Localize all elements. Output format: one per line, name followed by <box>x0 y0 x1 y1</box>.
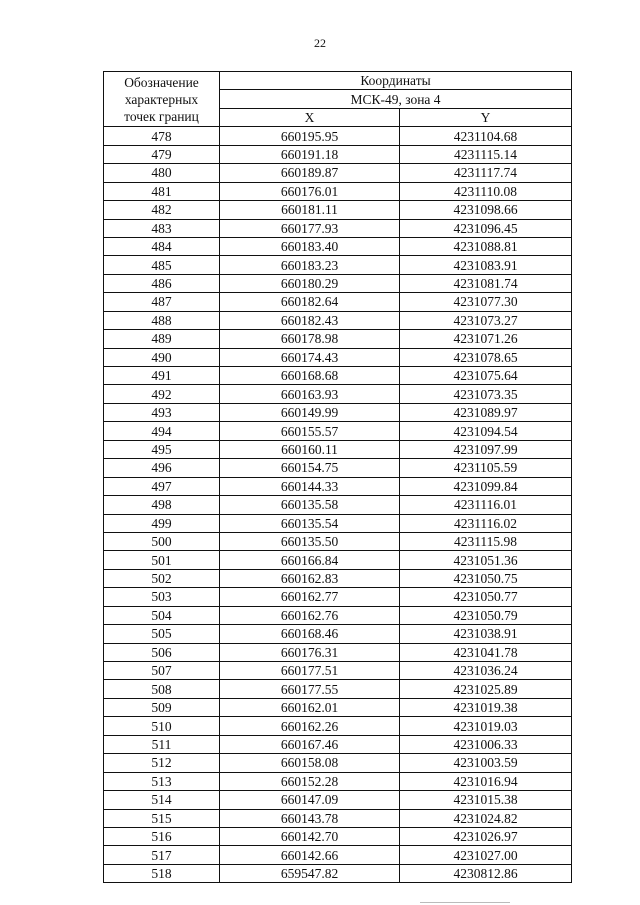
table-row <box>104 735 572 753</box>
y-column-header: Y <box>400 108 572 126</box>
point-id-cell: 488 <box>104 311 220 329</box>
y-coordinate-cell: 4231051.36 <box>400 551 572 569</box>
point-id-cell: 495 <box>104 440 220 458</box>
x-coordinate-cell: 660183.40 <box>220 237 400 255</box>
page-number: 22 <box>314 36 326 50</box>
y-coordinate-cell: 4231019.38 <box>400 698 572 716</box>
point-id-cell: 489 <box>104 330 220 348</box>
y-coordinate-cell: 4231094.54 <box>400 422 572 440</box>
point-id-cell: 484 <box>104 237 220 255</box>
table-row <box>104 182 572 200</box>
table-row <box>104 330 572 348</box>
x-coordinate-cell: 660149.99 <box>220 403 400 421</box>
table-row <box>104 532 572 550</box>
y-coordinate-cell: 4231006.33 <box>400 735 572 753</box>
x-coordinate-cell: 660166.84 <box>220 551 400 569</box>
x-coordinate-cell: 660142.70 <box>220 827 400 845</box>
y-coordinate-cell: 4231116.02 <box>400 514 572 532</box>
x-coordinate-cell: 660168.46 <box>220 625 400 643</box>
table-row <box>104 403 572 421</box>
y-coordinate-cell: 4231098.66 <box>400 201 572 219</box>
y-coordinate-cell: 4231050.79 <box>400 606 572 624</box>
coordinates-header <box>220 72 572 90</box>
point-header-line-1: Обозначение <box>124 75 199 91</box>
point-id-cell: 517 <box>104 846 220 864</box>
x-coordinate-cell: 660182.64 <box>220 293 400 311</box>
table-row <box>104 827 572 845</box>
table-row <box>104 680 572 698</box>
x-coordinate-cell: 660177.93 <box>220 219 400 237</box>
point-id-cell: 513 <box>104 772 220 790</box>
x-coordinate-cell: 660162.76 <box>220 606 400 624</box>
x-column-header: X <box>220 108 400 126</box>
point-id-cell: 501 <box>104 551 220 569</box>
x-coordinate-cell: 660162.77 <box>220 588 400 606</box>
x-coordinate-cell: 660147.09 <box>220 791 400 809</box>
y-coordinate-cell: 4231089.97 <box>400 403 572 421</box>
y-coordinate-cell: 4231104.68 <box>400 127 572 145</box>
table-row <box>104 477 572 495</box>
y-coordinate-cell: 4231105.59 <box>400 459 572 477</box>
table-row <box>104 311 572 329</box>
table-row <box>104 440 572 458</box>
y-coordinate-cell: 4231050.77 <box>400 588 572 606</box>
table-row <box>104 754 572 772</box>
y-coordinate-cell: 4231116.01 <box>400 496 572 514</box>
x-coordinate-cell: 660177.55 <box>220 680 400 698</box>
y-coordinate-cell: 4231077.30 <box>400 293 572 311</box>
y-coordinate-cell: 4231115.14 <box>400 145 572 163</box>
table-row <box>104 625 572 643</box>
table-row <box>104 698 572 716</box>
table-row <box>104 846 572 864</box>
point-id-cell: 503 <box>104 588 220 606</box>
table-row <box>104 219 572 237</box>
table-row <box>104 791 572 809</box>
point-id-cell: 493 <box>104 403 220 421</box>
y-coordinate-cell: 4231027.00 <box>400 846 572 864</box>
x-coordinate-cell: 660181.11 <box>220 201 400 219</box>
y-coordinate-cell: 4231024.82 <box>400 809 572 827</box>
x-coordinate-cell: 659547.82 <box>220 864 400 882</box>
table-header <box>104 72 572 127</box>
table-row <box>104 127 572 145</box>
point-id-cell: 506 <box>104 643 220 661</box>
y-coordinate-cell: 4231096.45 <box>400 219 572 237</box>
point-id-cell: 516 <box>104 827 220 845</box>
point-id-cell: 480 <box>104 164 220 182</box>
coordinates-table <box>103 71 572 883</box>
y-coordinate-cell: 4231075.64 <box>400 367 572 385</box>
point-id-cell: 511 <box>104 735 220 753</box>
point-id-cell: 485 <box>104 256 220 274</box>
x-coordinate-cell: 660174.43 <box>220 348 400 366</box>
table-row <box>104 256 572 274</box>
y-coordinate-cell: 4231041.78 <box>400 643 572 661</box>
point-id-cell: 504 <box>104 606 220 624</box>
point-id-cell: 514 <box>104 791 220 809</box>
table-row <box>104 809 572 827</box>
y-coordinate-cell: 4231003.59 <box>400 754 572 772</box>
x-coordinate-cell: 660158.08 <box>220 754 400 772</box>
x-coordinate-cell: 660182.43 <box>220 311 400 329</box>
x-coordinate-cell: 660183.23 <box>220 256 400 274</box>
coordinate-system-header <box>220 90 572 108</box>
y-coordinate-cell: 4231081.74 <box>400 274 572 292</box>
x-coordinate-cell: 660176.01 <box>220 182 400 200</box>
point-id-cell: 500 <box>104 532 220 550</box>
y-coordinate-cell: 4231071.26 <box>400 330 572 348</box>
point-id-cell: 478 <box>104 127 220 145</box>
x-coordinate-cell: 660163.93 <box>220 385 400 403</box>
y-coordinate-cell: 4231019.03 <box>400 717 572 735</box>
y-coordinate-cell: 4231088.81 <box>400 237 572 255</box>
table-row <box>104 164 572 182</box>
table-row <box>104 201 572 219</box>
point-id-cell: 505 <box>104 625 220 643</box>
table-row <box>104 643 572 661</box>
x-coordinate-cell: 660160.11 <box>220 440 400 458</box>
y-coordinate-cell: 4231078.65 <box>400 348 572 366</box>
x-coordinate-cell: 660191.18 <box>220 145 400 163</box>
point-id-cell: 492 <box>104 385 220 403</box>
point-id-cell: 497 <box>104 477 220 495</box>
table-row <box>104 496 572 514</box>
x-coordinate-cell: 660177.51 <box>220 662 400 680</box>
point-id-cell: 491 <box>104 367 220 385</box>
x-coordinate-cell: 660162.01 <box>220 698 400 716</box>
point-id-cell: 498 <box>104 496 220 514</box>
y-coordinate-cell: 4231083.91 <box>400 256 572 274</box>
table-row <box>104 606 572 624</box>
table-row <box>104 588 572 606</box>
table-row <box>104 348 572 366</box>
y-coordinate-cell: 4231073.27 <box>400 311 572 329</box>
y-coordinate-cell: 4231073.35 <box>400 385 572 403</box>
point-id-cell: 507 <box>104 662 220 680</box>
point-id-cell: 508 <box>104 680 220 698</box>
x-coordinate-cell: 660152.28 <box>220 772 400 790</box>
point-header-line-2: характерных <box>124 92 199 108</box>
x-coordinate-cell: 660162.83 <box>220 569 400 587</box>
x-coordinate-cell: 660178.98 <box>220 330 400 348</box>
table-row <box>104 274 572 292</box>
point-id-cell: 490 <box>104 348 220 366</box>
table-row <box>104 514 572 532</box>
point-id-cell: 499 <box>104 514 220 532</box>
y-coordinate-cell: 4231026.97 <box>400 827 572 845</box>
x-coordinate-cell: 660142.66 <box>220 846 400 864</box>
x-coordinate-cell: 660189.87 <box>220 164 400 182</box>
x-coordinate-cell: 660180.29 <box>220 274 400 292</box>
table-row <box>104 422 572 440</box>
point-header-line-3: точек границ <box>124 109 199 125</box>
point-id-cell: 510 <box>104 717 220 735</box>
x-coordinate-cell: 660135.58 <box>220 496 400 514</box>
x-coordinate-cell: 660154.75 <box>220 459 400 477</box>
point-designation-header <box>104 72 220 127</box>
point-id-cell: 496 <box>104 459 220 477</box>
table-row <box>104 293 572 311</box>
point-id-cell: 512 <box>104 754 220 772</box>
x-coordinate-cell: 660143.78 <box>220 809 400 827</box>
y-coordinate-cell: 4231117.74 <box>400 164 572 182</box>
y-coordinate-cell: 4231016.94 <box>400 772 572 790</box>
table-row <box>104 237 572 255</box>
point-id-cell: 494 <box>104 422 220 440</box>
x-coordinate-cell: 660168.68 <box>220 367 400 385</box>
x-coordinate-cell: 660155.57 <box>220 422 400 440</box>
table-row <box>104 662 572 680</box>
x-coordinate-cell: 660176.31 <box>220 643 400 661</box>
table-row <box>104 367 572 385</box>
table-row <box>104 145 572 163</box>
y-coordinate-cell: 4231015.38 <box>400 791 572 809</box>
y-coordinate-cell: 4231038.91 <box>400 625 572 643</box>
table-body <box>104 127 572 883</box>
x-coordinate-cell: 660167.46 <box>220 735 400 753</box>
y-coordinate-cell: 4231099.84 <box>400 477 572 495</box>
x-coordinate-cell: 660135.50 <box>220 532 400 550</box>
table-row <box>104 385 572 403</box>
point-id-cell: 502 <box>104 569 220 587</box>
point-id-cell: 487 <box>104 293 220 311</box>
coordinates-header-line-2: МСК-49, зона 4 <box>350 91 441 107</box>
point-id-cell: 481 <box>104 182 220 200</box>
x-coordinate-cell: 660135.54 <box>220 514 400 532</box>
table-row <box>104 551 572 569</box>
y-coordinate-cell: 4231036.24 <box>400 662 572 680</box>
x-coordinate-cell: 660195.95 <box>220 127 400 145</box>
table-row <box>104 772 572 790</box>
x-coordinate-cell: 660144.33 <box>220 477 400 495</box>
point-id-cell: 486 <box>104 274 220 292</box>
y-coordinate-cell: 4231115.98 <box>400 532 572 550</box>
point-id-cell: 515 <box>104 809 220 827</box>
table-row <box>104 717 572 735</box>
point-id-cell: 482 <box>104 201 220 219</box>
table-row <box>104 459 572 477</box>
y-coordinate-cell: 4230812.86 <box>400 864 572 882</box>
y-coordinate-cell: 4231025.89 <box>400 680 572 698</box>
x-coordinate-cell: 660162.26 <box>220 717 400 735</box>
point-id-cell: 483 <box>104 219 220 237</box>
y-coordinate-cell: 4231050.75 <box>400 569 572 587</box>
point-id-cell: 479 <box>104 145 220 163</box>
point-id-cell: 509 <box>104 698 220 716</box>
y-coordinate-cell: 4231097.99 <box>400 440 572 458</box>
coordinates-header-line-1: Координаты <box>360 73 431 89</box>
scan-artifact-line <box>420 902 510 903</box>
y-coordinate-cell: 4231110.08 <box>400 182 572 200</box>
table-row <box>104 864 572 882</box>
point-id-cell: 518 <box>104 864 220 882</box>
table-row <box>104 569 572 587</box>
